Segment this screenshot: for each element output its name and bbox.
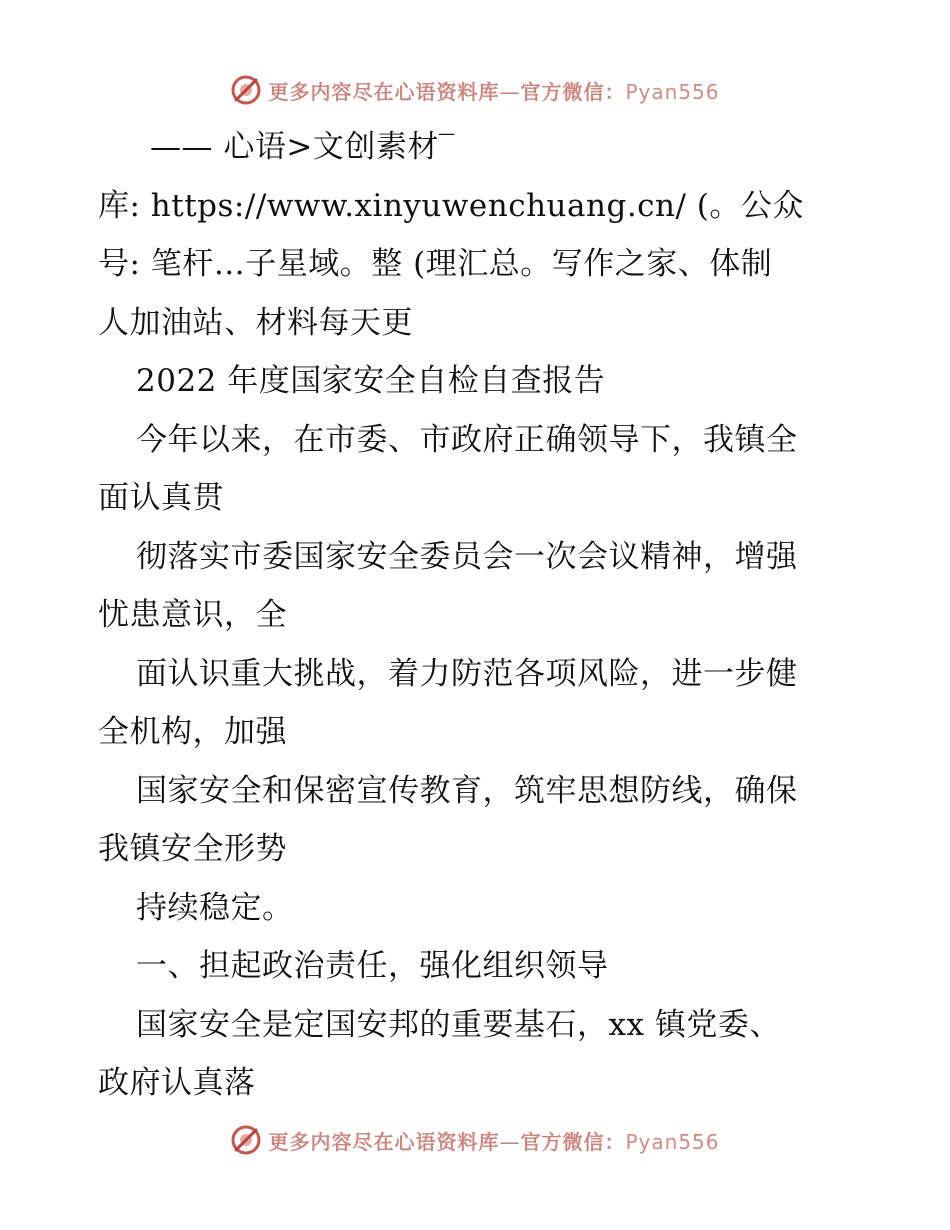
doc-line: 持续稳定。	[136, 889, 294, 926]
doc-line: 库: https://www.xinyuwenchuang.cn/ (。公众	[98, 187, 804, 224]
brand-logo-icon	[230, 1124, 262, 1156]
watermark-wechat-label: 官方微信：	[520, 79, 626, 104]
doc-line: 面认识重大挑战，着力防范各项风险，进一步健	[136, 655, 798, 692]
watermark-separator: —	[499, 1129, 521, 1154]
doc-section-heading: 一、担起政治责任，强化组织领导	[136, 948, 609, 984]
doc-line: 全机构，加强	[98, 714, 287, 750]
doc-line-header: —— 心语>文创素材‾	[150, 129, 455, 165]
watermark-text	[268, 76, 719, 105]
watermark-banner-top	[0, 70, 950, 110]
doc-line: 面认真贯	[98, 480, 224, 516]
doc-title: 2022 年度国家安全自检自查报告	[136, 363, 606, 399]
doc-line: 政府认真落	[98, 1065, 256, 1101]
doc-line: 人加油站、材料每天更	[98, 304, 413, 341]
watermark-wechat-id: Pyan556	[625, 1129, 720, 1154]
doc-line: 忧患意识，全	[98, 597, 287, 633]
doc-line: 今年以来，在市委、市政府正确领导下，我镇全	[136, 421, 798, 458]
document-body	[98, 118, 858, 1113]
doc-line: 我镇安全形势	[98, 831, 287, 867]
brand-logo-icon	[230, 74, 262, 106]
watermark-brand: 更多内容尽在心语资料库	[268, 1129, 500, 1154]
watermark-wechat-label: 官方微信：	[520, 1129, 626, 1154]
watermark-text	[268, 1126, 719, 1155]
doc-line: 号: 笔杆…子星域。整 (理汇总。写作之家、体制	[98, 246, 773, 282]
doc-line: 国家安全是定国安邦的重要基石，xx 镇党委、	[136, 1006, 781, 1043]
watermark-wechat-id: Pyan556	[625, 79, 720, 104]
doc-line: 国家安全和保密宣传教育，筑牢思想防线，确保	[136, 772, 798, 809]
doc-line: 彻落实市委国家安全委员会一次会议精神，增强	[136, 538, 798, 575]
watermark-brand: 更多内容尽在心语资料库	[268, 79, 500, 104]
watermark-banner-bottom	[0, 1120, 950, 1160]
watermark-separator: —	[499, 79, 521, 104]
